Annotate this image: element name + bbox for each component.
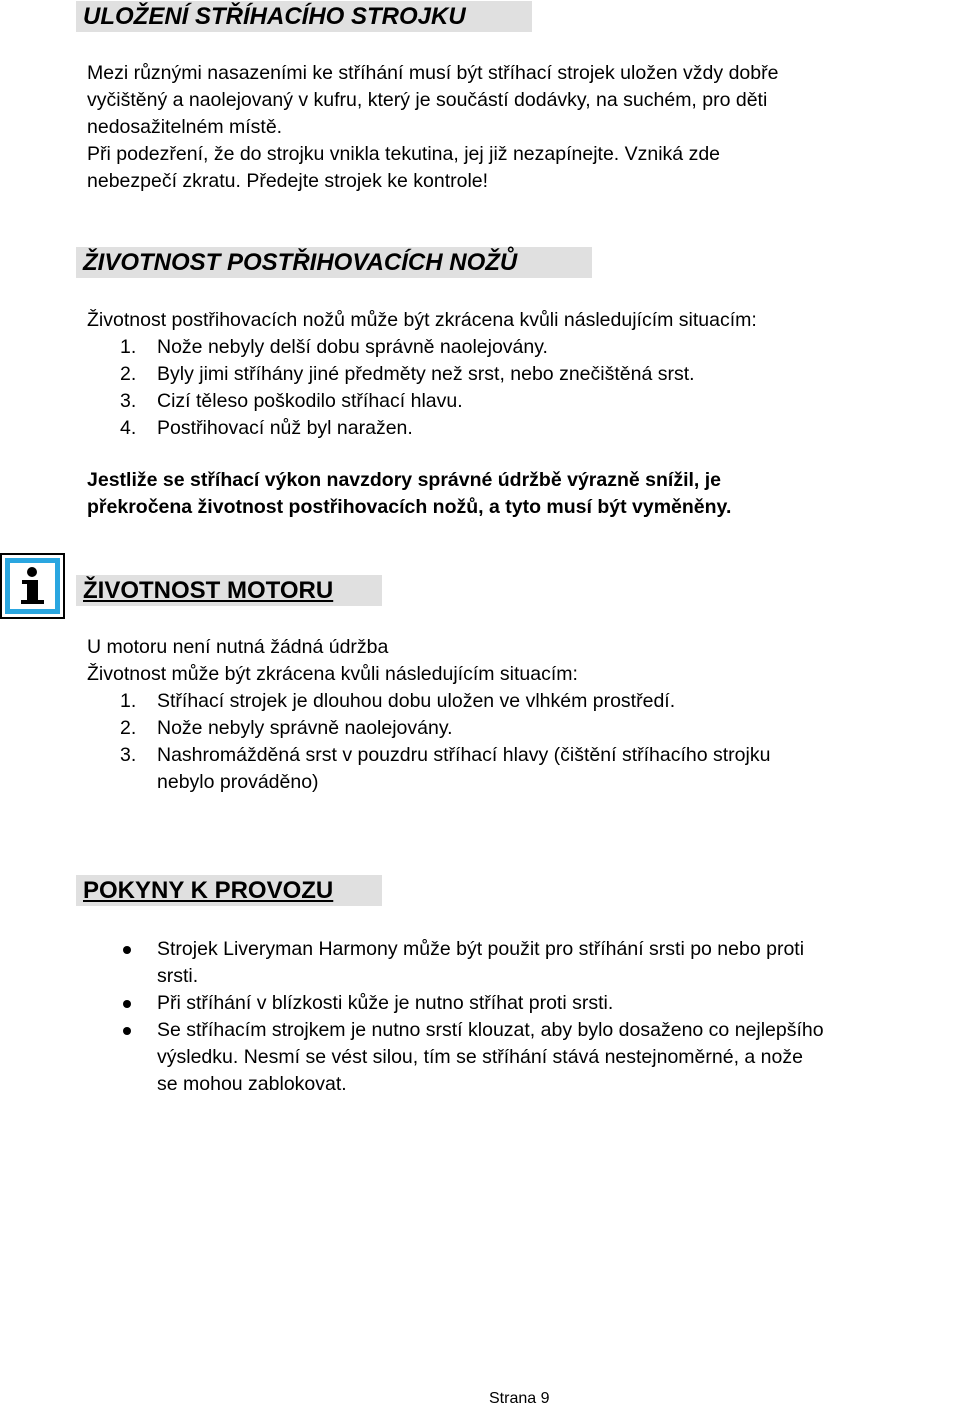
list-item	[120, 334, 950, 361]
list-text: Stříhací strojek je dlouhou dobu uložen ve vlhkém prostředí.	[157, 690, 676, 712]
list-number: 4.	[120, 417, 137, 439]
storage-heading: ULOŽENÍ STŘÍHACÍHO STROJKU	[76, 1, 532, 32]
blades-note-line: překročena životnost postřihovacích nožů, a tyto musí být vyměněny.	[87, 496, 732, 518]
bullet-text: Strojek Liveryman Harmony může být použit pro stříhání srsti po nebo proti	[157, 938, 805, 960]
storage-line: nedosažitelném místě.	[87, 116, 283, 138]
operation-heading: POKYNY K PROVOZU	[76, 875, 382, 906]
blades-intro-text: Životnost postřihovacích nožů může být zkrácena kvůli následujícím situacím:	[87, 309, 757, 331]
list-number: 2.	[120, 717, 137, 739]
bullet-dot	[123, 946, 131, 954]
page-number: Strana 9	[489, 1390, 550, 1407]
list-text: Nože nebyly delší dobu správně naolejovány.	[157, 336, 548, 358]
blades-heading: ŽIVOTNOST POSTŘIHOVACÍCH NOŽŮ	[76, 247, 592, 278]
motor-line: U motoru není nutná žádná údržba	[87, 636, 389, 658]
storage-line: nebezpečí zkratu. Předejte strojek ke kontrole!	[87, 170, 489, 192]
list-text: Byly jimi stříhány jiné předměty než srst, nebo znečištěná srst.	[157, 363, 695, 385]
list-number: 3.	[120, 390, 137, 412]
bullet-text: Se stříhacím strojkem je nutno srstí klouzat, aby bylo dosaženo co nejlepšího	[157, 1019, 824, 1041]
storage-text	[87, 60, 887, 195]
list-item	[120, 936, 960, 990]
list-text: Cizí těleso poškodilo stříhací hlavu.	[157, 390, 463, 412]
motor-text	[87, 634, 887, 688]
operation-list	[120, 936, 960, 1098]
list-item	[120, 415, 950, 442]
list-text: Postřihovací nůž byl naražen.	[157, 417, 413, 439]
list-text-continued: nebylo prováděno)	[157, 771, 319, 793]
blades-note-line: Jestliže se stříhací výkon navzdory správné údržbě výrazně snížil, je	[87, 469, 722, 491]
bullet-dot	[123, 1000, 131, 1008]
list-item	[120, 688, 950, 715]
list-number: 1.	[120, 690, 137, 712]
blades-intro	[87, 307, 887, 334]
bullet-text: se mohou zablokovat.	[157, 1073, 347, 1095]
list-item	[120, 361, 950, 388]
list-text: Nože nebyly správně naolejovány.	[157, 717, 453, 739]
list-number: 2.	[120, 363, 137, 385]
bullet-text: výsledku. Nesmí se vést silou, tím se stříhání stává nestejnoměrné, a nože	[157, 1046, 803, 1068]
list-item	[120, 742, 950, 796]
blades-note	[87, 467, 887, 521]
blades-list	[120, 334, 950, 442]
list-text: Nashromážděná srst v pouzdru stříhací hlavy (čištění stříhacího strojku	[157, 744, 771, 766]
list-number: 1.	[120, 336, 137, 358]
list-item	[120, 990, 960, 1017]
storage-line: Mezi různými nasazeními ke stříhání musí být stříhací strojek uložen vždy dobře	[87, 62, 779, 84]
bullet-text: srsti.	[157, 965, 199, 987]
list-item	[120, 1017, 960, 1098]
storage-line: Při podezření, že do strojku vnikla tekutina, jej již nezapínejte. Vzniká zde	[87, 143, 721, 165]
motor-list	[120, 688, 950, 796]
motor-line: Životnost může být zkrácena kvůli následujícím situacím:	[87, 663, 578, 685]
list-item	[120, 388, 950, 415]
motor-heading: ŽIVOTNOST MOTORU	[76, 575, 382, 606]
list-item	[120, 715, 950, 742]
storage-line: vyčištěný a naolejovaný v kufru, který je součástí dodávky, na suchém, pro děti	[87, 89, 768, 111]
info-icon	[0, 553, 65, 619]
bullet-text: Při stříhání v blízkosti kůže je nutno stříhat proti srsti.	[157, 992, 614, 1014]
list-number: 3.	[120, 744, 137, 766]
bullet-dot	[123, 1027, 131, 1035]
